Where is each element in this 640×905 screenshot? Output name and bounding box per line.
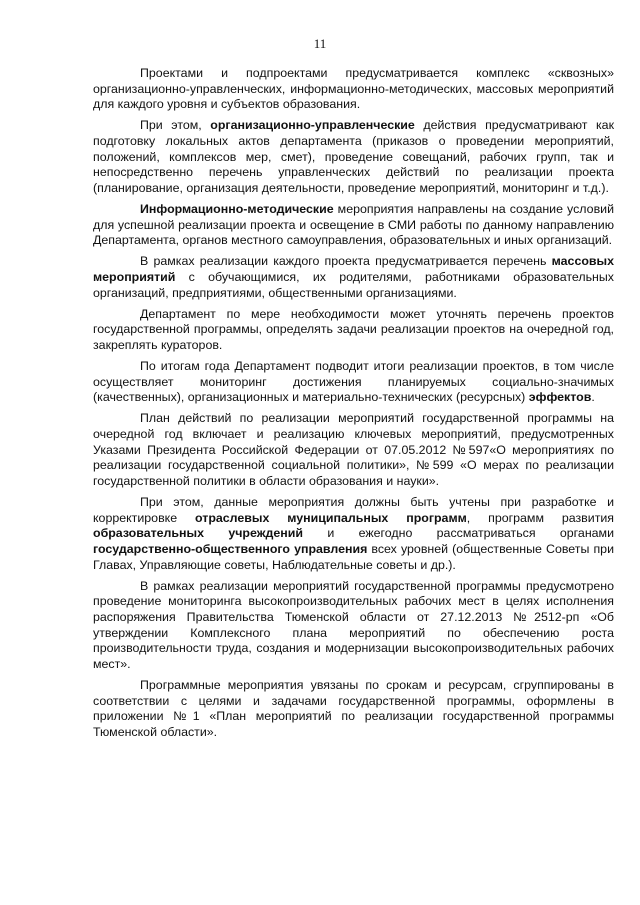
bold-term: отраслевых муниципальных программ xyxy=(195,510,467,525)
document-body xyxy=(93,66,614,746)
paragraph-text: с обучающимися, их родителями, работниками образовательных организаций, предприятиями, общественными организациями. xyxy=(93,270,614,300)
paragraph-6 xyxy=(93,359,614,406)
paragraph-text: Программные мероприятия увязаны по срокам и ресурсам, сгруппированы в соответствии с целями и задачами государственной программы, оформлены в приложении №1 «План мероприятий по реализации государственной программы Тюменской области». xyxy=(93,678,614,740)
paragraph-text: Департамент по мере необходимости может уточнять перечень проектов государственной программы, определять задачи реализации проектов на очередной год, закреплять кураторов. xyxy=(93,306,614,352)
paragraph-10 xyxy=(93,678,614,741)
page-number: 11 xyxy=(313,36,327,51)
paragraph-1 xyxy=(93,66,614,113)
paragraph-text: . xyxy=(591,390,595,405)
bold-term: массовых мероприятий xyxy=(93,254,614,284)
bold-term: эффектов xyxy=(528,390,592,405)
paragraph-2 xyxy=(93,118,614,197)
bold-term: Информационно-методические xyxy=(140,202,334,216)
paragraph-5 xyxy=(93,307,614,354)
paragraph-text: В рамках реализации каждого проекта предусматривается перечень xyxy=(140,254,552,269)
paragraph-3 xyxy=(93,202,614,249)
paragraph-text: По итогам года Департамент подводит итоги реализации проектов, в том числе осуществляет мониторинг достижения планируемых социально-значимых (качественных), организационных и материально-технических (ресурсных) xyxy=(93,358,614,405)
paragraph-text: При этом, данные мероприятия должны быть учтены при разработке и корректировке xyxy=(93,494,614,525)
bold-term: образовательных учреждений xyxy=(93,526,303,541)
paragraph-text: действия предусматривают как подготовку локальных актов департамента (приказов о проведении мероприятий, положений, комплексов мер, смет), проведение совещаний, рабочих групп, так и непосредственно перечень управленческих действий по реализации проекта (планирование, организация деятельности, проведение мероприятий, мониторинг и т.д.). xyxy=(93,118,614,196)
paragraph-text: мероприятия направлены на создание условий для успешной реализации проекта и освещение в СМИ работы по данному направлению Департамента, органов местного самоуправления, образовательных и иных организаций. xyxy=(93,202,614,248)
paragraph-text: План действий по реализации мероприятий государственной программы на очередной год включает и реализацию ключевых мероприятий, предусмотренных Указами Президента Российской Федерации от 07.05.2012 №597«О мероприятиях по реализации государственной социальной политики», №599 «О мерах по реализации государственной политики в области образования и науки». xyxy=(93,411,614,488)
paragraph-4 xyxy=(93,254,614,301)
paragraph-7 xyxy=(93,411,614,490)
bold-term: организационно-управленческие xyxy=(210,118,415,133)
paragraph-text: всех уровней (общественные Советы при Главах, Управляющие советы, Наблюдательные советы и др.). xyxy=(93,542,614,572)
paragraph-8 xyxy=(93,495,614,574)
paragraph-text: и ежегодно рассматриваться органами xyxy=(302,526,614,541)
paragraph-9 xyxy=(93,579,614,673)
bold-term: государственно-общественного управления xyxy=(93,542,368,556)
paragraph-text: В рамках реализации мероприятий государственной программы предусмотрено проведение мониторинга высокопроизводительных рабочих мест в целях исполнения распоряжения Правительства Тюменской области от 27.12.2013 №2512-рп «Об утверждении Комплексного плана мероприятий по обеспечению роста производительности труда, создания и модернизации высокопроизводительных рабочих мест». xyxy=(93,578,614,672)
paragraph-text: Проектами и подпроектами предусматривается комплекс «сквозных» организационно-управленческих, информационно-методических, массовых мероприятий для каждого уровня и субъектов образования. xyxy=(93,66,614,112)
paragraph-text: , программ развития xyxy=(466,510,614,525)
paragraph-text: При этом, xyxy=(140,118,211,133)
